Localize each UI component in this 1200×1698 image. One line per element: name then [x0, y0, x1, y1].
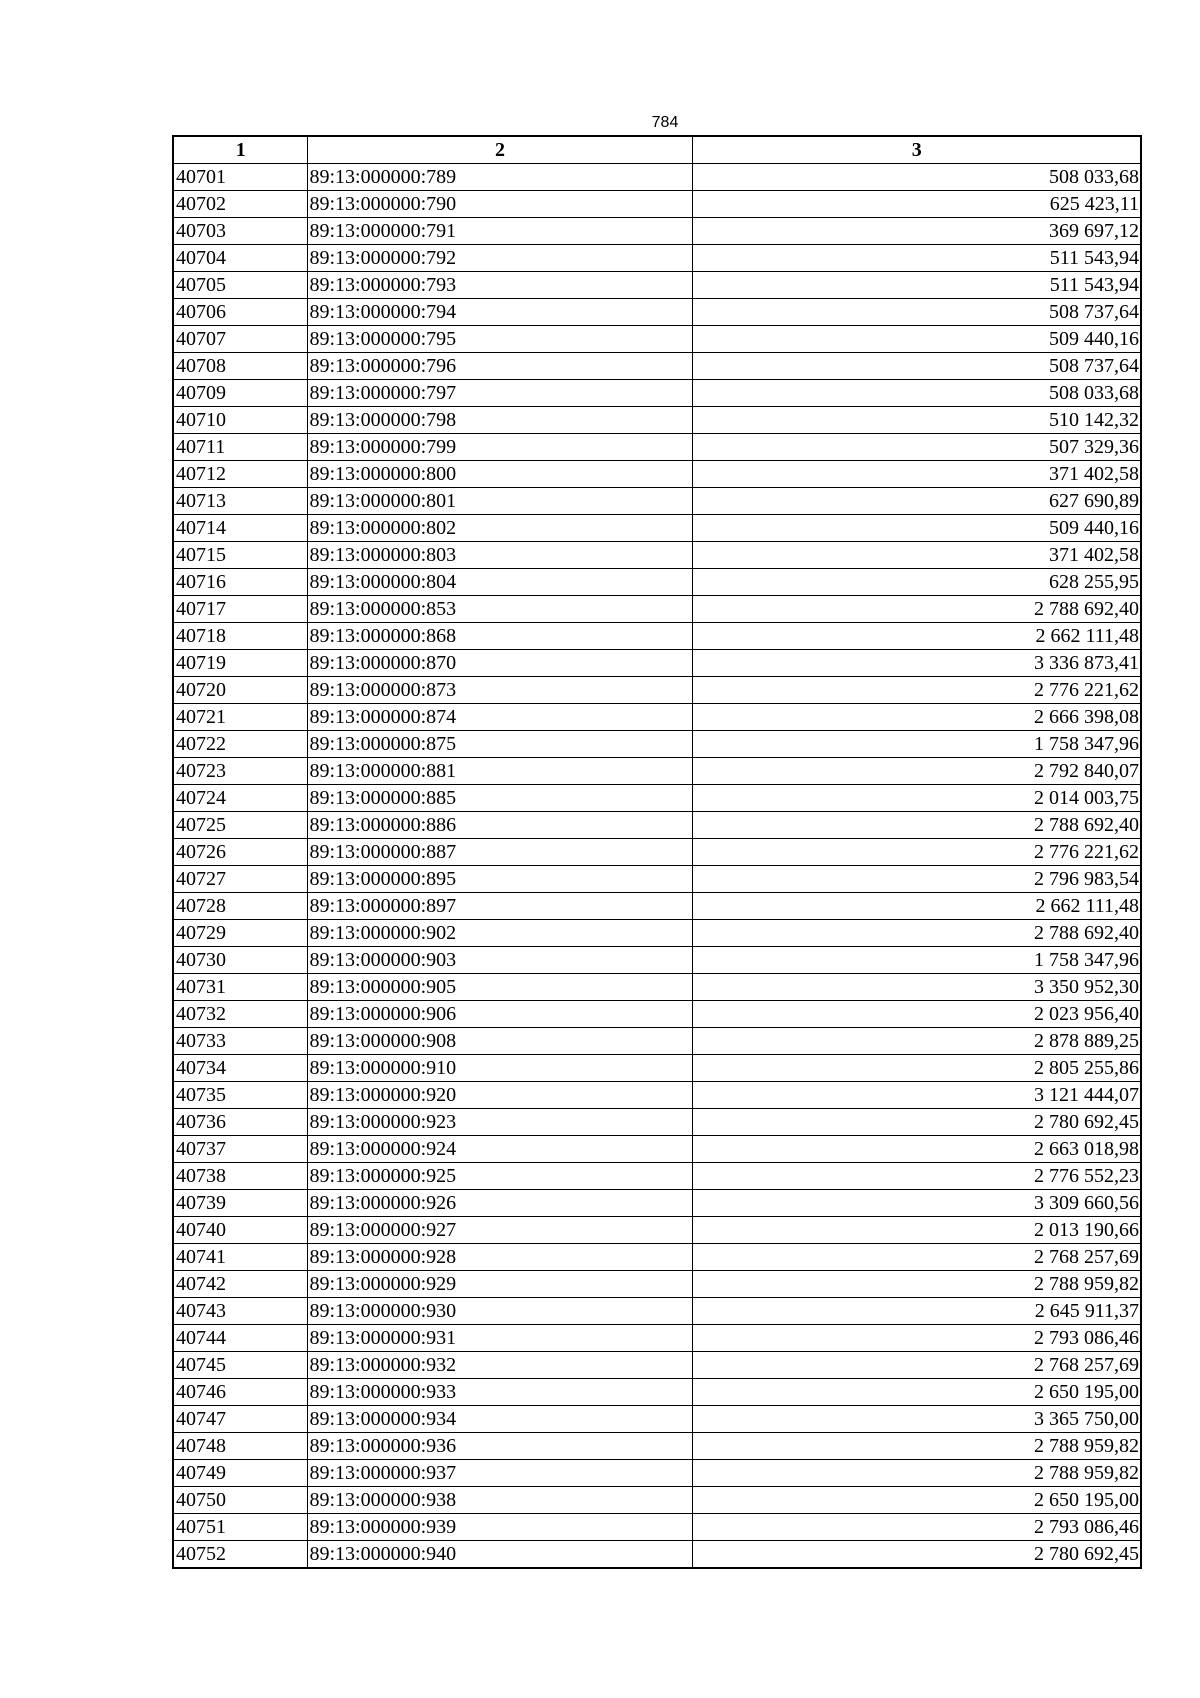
cadastral-number-cell: 89:13:000000:932 [307, 1352, 692, 1379]
cadastral-value-cell: 508 033,68 [692, 164, 1141, 191]
table-row [173, 461, 1141, 488]
cadastral-number-cell: 89:13:000000:798 [307, 407, 692, 434]
cadastral-number-cell: 89:13:000000:790 [307, 191, 692, 218]
row-number-cell: 40739 [173, 1190, 307, 1217]
cadastral-number-cell: 89:13:000000:804 [307, 569, 692, 596]
row-number-cell: 40735 [173, 1082, 307, 1109]
row-number-cell: 40709 [173, 380, 307, 407]
table-row [173, 1298, 1141, 1325]
row-number-cell: 40718 [173, 623, 307, 650]
cadastral-number-cell: 89:13:000000:796 [307, 353, 692, 380]
cadastral-value-cell: 508 737,64 [692, 299, 1141, 326]
cadastral-value-cell: 2 014 003,75 [692, 785, 1141, 812]
table-row [173, 1001, 1141, 1028]
row-number-cell: 40723 [173, 758, 307, 785]
row-number-cell: 40708 [173, 353, 307, 380]
cadastral-number-cell: 89:13:000000:934 [307, 1406, 692, 1433]
row-number-cell: 40714 [173, 515, 307, 542]
table-row [173, 704, 1141, 731]
cadastral-value-cell: 2 788 959,82 [692, 1271, 1141, 1298]
row-number-cell: 40710 [173, 407, 307, 434]
table-row [173, 1028, 1141, 1055]
cadastral-number-cell: 89:13:000000:902 [307, 920, 692, 947]
row-number-cell: 40747 [173, 1406, 307, 1433]
table-row [173, 407, 1141, 434]
row-number-cell: 40741 [173, 1244, 307, 1271]
table-row [173, 272, 1141, 299]
cadastral-value-cell: 2 645 911,37 [692, 1298, 1141, 1325]
table-row [173, 1163, 1141, 1190]
cadastral-value-cell: 2 792 840,07 [692, 758, 1141, 785]
cadastral-number-cell: 89:13:000000:887 [307, 839, 692, 866]
cadastral-number-cell: 89:13:000000:906 [307, 1001, 692, 1028]
cadastral-value-cell: 509 440,16 [692, 326, 1141, 353]
table-row [173, 569, 1141, 596]
cadastral-value-cell: 2 780 692,45 [692, 1109, 1141, 1136]
row-number-cell: 40719 [173, 650, 307, 677]
table-row [173, 191, 1141, 218]
cadastral-value-cell: 3 121 444,07 [692, 1082, 1141, 1109]
cadastral-value-cell: 1 758 347,96 [692, 731, 1141, 758]
cadastral-value-cell: 3 309 660,56 [692, 1190, 1141, 1217]
row-number-cell: 40750 [173, 1487, 307, 1514]
cadastral-value-cell: 2 662 111,48 [692, 623, 1141, 650]
row-number-cell: 40730 [173, 947, 307, 974]
table-row [173, 623, 1141, 650]
row-number-cell: 40752 [173, 1541, 307, 1569]
cadastral-value-cell: 2 663 018,98 [692, 1136, 1141, 1163]
table-row [173, 245, 1141, 272]
cadastral-number-cell: 89:13:000000:800 [307, 461, 692, 488]
cadastral-value-cell: 3 336 873,41 [692, 650, 1141, 677]
cadastral-number-cell: 89:13:000000:791 [307, 218, 692, 245]
cadastral-value-cell: 371 402,58 [692, 542, 1141, 569]
table-row [173, 731, 1141, 758]
cadastral-number-cell: 89:13:000000:792 [307, 245, 692, 272]
header-row [173, 136, 1141, 164]
column-header-2: 2 [307, 136, 692, 164]
cadastral-value-cell: 627 690,89 [692, 488, 1141, 515]
cadastral-value-cell: 2 666 398,08 [692, 704, 1141, 731]
cadastral-value-cell: 511 543,94 [692, 245, 1141, 272]
row-number-cell: 40720 [173, 677, 307, 704]
table-row [173, 1217, 1141, 1244]
row-number-cell: 40734 [173, 1055, 307, 1082]
table-row [173, 1352, 1141, 1379]
row-number-cell: 40729 [173, 920, 307, 947]
row-number-cell: 40722 [173, 731, 307, 758]
row-number-cell: 40748 [173, 1433, 307, 1460]
table-row [173, 1190, 1141, 1217]
cadastral-value-cell: 2 650 195,00 [692, 1487, 1141, 1514]
cadastral-value-cell: 2 805 255,86 [692, 1055, 1141, 1082]
cadastral-value-cell: 2 768 257,69 [692, 1352, 1141, 1379]
cadastral-number-cell: 89:13:000000:801 [307, 488, 692, 515]
cadastral-number-cell: 89:13:000000:853 [307, 596, 692, 623]
column-header-3: 3 [692, 136, 1141, 164]
cadastral-number-cell: 89:13:000000:886 [307, 812, 692, 839]
table-row [173, 434, 1141, 461]
table-row [173, 839, 1141, 866]
row-number-cell: 40732 [173, 1001, 307, 1028]
row-number-cell: 40743 [173, 1298, 307, 1325]
cadastral-value-cell: 2 793 086,46 [692, 1514, 1141, 1541]
cadastral-value-cell: 508 737,64 [692, 353, 1141, 380]
cadastral-number-cell: 89:13:000000:873 [307, 677, 692, 704]
table-row [173, 1379, 1141, 1406]
table-row [173, 1541, 1141, 1569]
table-row [173, 758, 1141, 785]
cadastral-value-cell: 628 255,95 [692, 569, 1141, 596]
row-number-cell: 40728 [173, 893, 307, 920]
cadastral-value-cell: 2 013 190,66 [692, 1217, 1141, 1244]
table-row [173, 920, 1141, 947]
table-row [173, 1433, 1141, 1460]
cadastral-value-table [172, 135, 1142, 1569]
table-row [173, 1406, 1141, 1433]
cadastral-number-cell: 89:13:000000:789 [307, 164, 692, 191]
table-row [173, 812, 1141, 839]
cadastral-number-cell: 89:13:000000:905 [307, 974, 692, 1001]
cadastral-value-cell: 2 776 221,62 [692, 677, 1141, 704]
table-row [173, 515, 1141, 542]
row-number-cell: 40725 [173, 812, 307, 839]
row-number-cell: 40721 [173, 704, 307, 731]
cadastral-value-cell: 508 033,68 [692, 380, 1141, 407]
table-row [173, 218, 1141, 245]
cadastral-value-cell: 2 776 221,62 [692, 839, 1141, 866]
row-number-cell: 40701 [173, 164, 307, 191]
cadastral-value-cell: 2 023 956,40 [692, 1001, 1141, 1028]
row-number-cell: 40711 [173, 434, 307, 461]
table-row [173, 1136, 1141, 1163]
table-row [173, 1514, 1141, 1541]
table-row [173, 677, 1141, 704]
cadastral-number-cell: 89:13:000000:920 [307, 1082, 692, 1109]
cadastral-number-cell: 89:13:000000:930 [307, 1298, 692, 1325]
table-row [173, 326, 1141, 353]
cadastral-number-cell: 89:13:000000:910 [307, 1055, 692, 1082]
row-number-cell: 40706 [173, 299, 307, 326]
row-number-cell: 40713 [173, 488, 307, 515]
row-number-cell: 40727 [173, 866, 307, 893]
row-number-cell: 40704 [173, 245, 307, 272]
row-number-cell: 40733 [173, 1028, 307, 1055]
row-number-cell: 40751 [173, 1514, 307, 1541]
cadastral-number-cell: 89:13:000000:797 [307, 380, 692, 407]
cadastral-number-cell: 89:13:000000:794 [307, 299, 692, 326]
row-number-cell: 40707 [173, 326, 307, 353]
cadastral-value-cell: 2 768 257,69 [692, 1244, 1141, 1271]
table-row [173, 164, 1141, 191]
table-row [173, 866, 1141, 893]
row-number-cell: 40744 [173, 1325, 307, 1352]
cadastral-value-cell: 2 650 195,00 [692, 1379, 1141, 1406]
row-number-cell: 40738 [173, 1163, 307, 1190]
table-row [173, 974, 1141, 1001]
table-header [173, 136, 1141, 164]
table-row [173, 353, 1141, 380]
table-row [173, 542, 1141, 569]
table-row [173, 380, 1141, 407]
row-number-cell: 40715 [173, 542, 307, 569]
cadastral-number-cell: 89:13:000000:799 [307, 434, 692, 461]
cadastral-value-cell: 2 788 959,82 [692, 1460, 1141, 1487]
table-row [173, 1055, 1141, 1082]
cadastral-number-cell: 89:13:000000:881 [307, 758, 692, 785]
cadastral-number-cell: 89:13:000000:803 [307, 542, 692, 569]
cadastral-number-cell: 89:13:000000:870 [307, 650, 692, 677]
row-number-cell: 40740 [173, 1217, 307, 1244]
row-number-cell: 40724 [173, 785, 307, 812]
table-body [173, 164, 1141, 1569]
cadastral-value-cell: 371 402,58 [692, 461, 1141, 488]
cadastral-number-cell: 89:13:000000:903 [307, 947, 692, 974]
cadastral-number-cell: 89:13:000000:929 [307, 1271, 692, 1298]
table-row [173, 488, 1141, 515]
cadastral-value-cell: 2 788 692,40 [692, 596, 1141, 623]
table-row [173, 893, 1141, 920]
cadastral-number-cell: 89:13:000000:925 [307, 1163, 692, 1190]
cadastral-value-cell: 625 423,11 [692, 191, 1141, 218]
table-row [173, 947, 1141, 974]
cadastral-value-cell: 2 788 959,82 [692, 1433, 1141, 1460]
table-row [173, 596, 1141, 623]
cadastral-number-cell: 89:13:000000:933 [307, 1379, 692, 1406]
cadastral-number-cell: 89:13:000000:926 [307, 1190, 692, 1217]
cadastral-value-cell: 2 793 086,46 [692, 1325, 1141, 1352]
cadastral-value-cell: 511 543,94 [692, 272, 1141, 299]
cadastral-value-cell: 510 142,32 [692, 407, 1141, 434]
cadastral-number-cell: 89:13:000000:938 [307, 1487, 692, 1514]
cadastral-number-cell: 89:13:000000:937 [307, 1460, 692, 1487]
cadastral-number-cell: 89:13:000000:928 [307, 1244, 692, 1271]
cadastral-value-cell: 3 350 952,30 [692, 974, 1141, 1001]
cadastral-value-cell: 509 440,16 [692, 515, 1141, 542]
cadastral-number-cell: 89:13:000000:927 [307, 1217, 692, 1244]
table-row [173, 1271, 1141, 1298]
cadastral-number-cell: 89:13:000000:802 [307, 515, 692, 542]
row-number-cell: 40712 [173, 461, 307, 488]
table-row [173, 1244, 1141, 1271]
cadastral-value-cell: 369 697,12 [692, 218, 1141, 245]
cadastral-number-cell: 89:13:000000:940 [307, 1541, 692, 1569]
cadastral-number-cell: 89:13:000000:868 [307, 623, 692, 650]
cadastral-number-cell: 89:13:000000:897 [307, 893, 692, 920]
cadastral-number-cell: 89:13:000000:936 [307, 1433, 692, 1460]
row-number-cell: 40702 [173, 191, 307, 218]
cadastral-value-cell: 2 780 692,45 [692, 1541, 1141, 1569]
cadastral-number-cell: 89:13:000000:924 [307, 1136, 692, 1163]
column-header-1: 1 [173, 136, 307, 164]
table-row [173, 1325, 1141, 1352]
table-row [173, 1487, 1141, 1514]
row-number-cell: 40716 [173, 569, 307, 596]
cadastral-value-cell: 1 758 347,96 [692, 947, 1141, 974]
cadastral-value-cell: 2 788 692,40 [692, 812, 1141, 839]
cadastral-number-cell: 89:13:000000:885 [307, 785, 692, 812]
row-number-cell: 40703 [173, 218, 307, 245]
row-number-cell: 40745 [173, 1352, 307, 1379]
table-row [173, 1460, 1141, 1487]
row-number-cell: 40731 [173, 974, 307, 1001]
cadastral-number-cell: 89:13:000000:908 [307, 1028, 692, 1055]
cadastral-number-cell: 89:13:000000:795 [307, 326, 692, 353]
table-row [173, 785, 1141, 812]
table-row [173, 1109, 1141, 1136]
cadastral-value-cell: 2 662 111,48 [692, 893, 1141, 920]
row-number-cell: 40736 [173, 1109, 307, 1136]
cadastral-value-cell: 2 878 889,25 [692, 1028, 1141, 1055]
cadastral-number-cell: 89:13:000000:939 [307, 1514, 692, 1541]
row-number-cell: 40705 [173, 272, 307, 299]
row-number-cell: 40746 [173, 1379, 307, 1406]
row-number-cell: 40737 [173, 1136, 307, 1163]
cadastral-number-cell: 89:13:000000:875 [307, 731, 692, 758]
cadastral-number-cell: 89:13:000000:923 [307, 1109, 692, 1136]
cadastral-number-cell: 89:13:000000:793 [307, 272, 692, 299]
cadastral-value-cell: 2 776 552,23 [692, 1163, 1141, 1190]
cadastral-number-cell: 89:13:000000:895 [307, 866, 692, 893]
row-number-cell: 40742 [173, 1271, 307, 1298]
cadastral-value-cell: 2 796 983,54 [692, 866, 1141, 893]
cadastral-value-cell: 3 365 750,00 [692, 1406, 1141, 1433]
row-number-cell: 40717 [173, 596, 307, 623]
cadastral-number-cell: 89:13:000000:931 [307, 1325, 692, 1352]
row-number-cell: 40749 [173, 1460, 307, 1487]
cadastral-number-cell: 89:13:000000:874 [307, 704, 692, 731]
cadastral-value-cell: 507 329,36 [692, 434, 1141, 461]
table-row [173, 1082, 1141, 1109]
cadastral-value-cell: 2 788 692,40 [692, 920, 1141, 947]
row-number-cell: 40726 [173, 839, 307, 866]
table-row [173, 299, 1141, 326]
table-row [173, 650, 1141, 677]
page-number: 784 [651, 114, 679, 131]
